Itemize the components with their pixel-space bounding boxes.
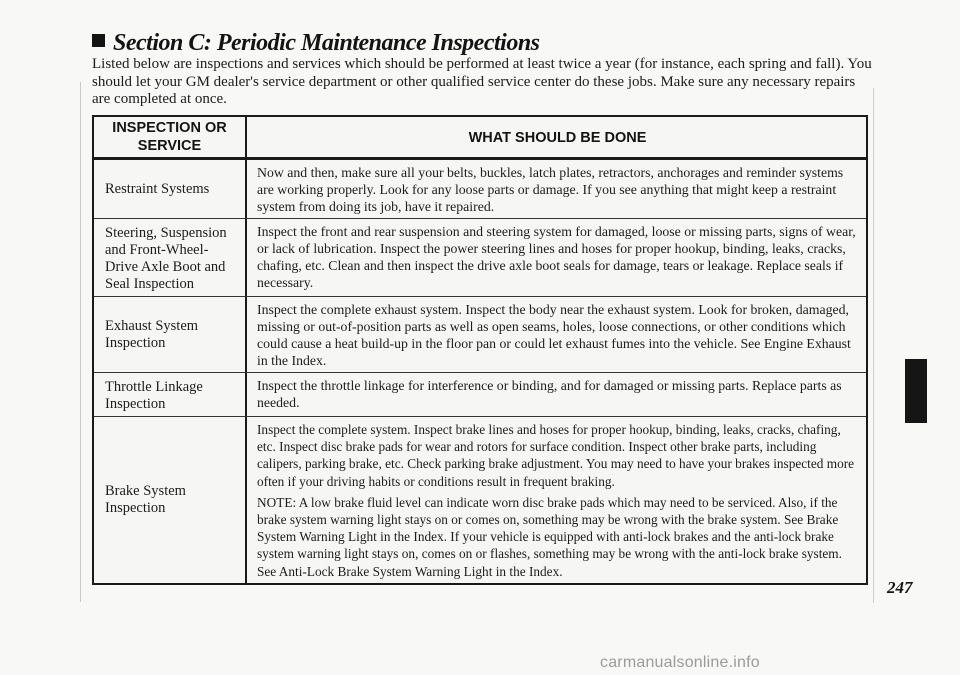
table-row xyxy=(94,372,866,416)
action-paragraph: Inspect the front and rear suspension and steering system for damaged, loose or missing parts, signs of wear, or lack of lubrication. Inspect the power steering lines and hoses for proper hookup, binding, leaks, cracks, chafing, etc. Clean and then inspect the drive axle boot seals for damage, tears or leakage. Replace seals if necessary. xyxy=(257,224,856,290)
section-title: Section C: Periodic Maintenance Inspections xyxy=(113,30,540,56)
table-header-row xyxy=(94,117,866,158)
table-row xyxy=(94,158,866,218)
action-cell xyxy=(247,160,866,218)
note-paragraph: NOTE: A low brake fluid level can indicate worn disc brake pads which may need to be serviced. Also, if the brake system warning light stays on or comes on, something may be wrong with the brake system. See Brake System Warning Light in the Index. If your vehicle is equipped with anti-lock brakes and the anti-lock brake system warning light stays on, comes on or flashes, something may be wrong with the anti-lock brake system. See Anti-Lock Brake System Warning Light in the Index. xyxy=(257,494,842,579)
action-paragraph: Inspect the complete system. Inspect brake lines and hoses for proper hookup, binding, leaks, cracks, chafing, etc. Inspect disc brake pads for wear and rotors for surface condition. Inspect other brake parts, including calipers, parking brake, etc. Check parking brake adjustment. You may need to have your brakes inspected more often if your driving habits or conditions result in frequent braking. xyxy=(257,422,855,489)
table-row xyxy=(94,416,866,583)
section-heading xyxy=(92,30,540,57)
header-action: WHAT SHOULD BE DONE xyxy=(468,129,647,146)
maintenance-table xyxy=(92,115,868,585)
table-row xyxy=(94,218,866,296)
action-cell xyxy=(247,219,866,296)
intro-paragraph: Listed below are inspections and services which should be performed at least twice a year (for instance, each spring and fall). You should let your GM dealer's service department or other qualified service center do these jobs. Make sure any necessary repairs are completed at once. xyxy=(92,56,872,107)
action-cell xyxy=(247,297,866,372)
action-cell xyxy=(247,417,866,583)
section-thumb-tab xyxy=(905,359,927,423)
right-margin-rule xyxy=(873,88,874,603)
table-row xyxy=(94,296,866,372)
inspection-cell: Restraint Systems xyxy=(94,160,247,218)
action-paragraph: Inspect the complete exhaust system. Inspect the body near the exhaust system. Look for broken, damaged, missing or out-of-position parts as well as open seams, holes, loose connections, or other conditions which could cause a heat build-up in the floor pan or could let exhaust fumes into the vehicle. See Engine Exhaust in the Index. xyxy=(257,302,851,368)
action-paragraph: Now and then, make sure all your belts, buckles, latch plates, retractors, anchorages and reminder systems are working properly. Look for any loose parts or damage. If you see anything that might keep a restraint system from doing its job, have it repaired. xyxy=(257,165,844,214)
inspection-cell: Brake System Inspection xyxy=(94,417,247,583)
left-margin-rule xyxy=(80,82,81,602)
action-paragraph: Inspect the throttle linkage for interference or binding, and for damaged or missing parts. Replace parts as needed. xyxy=(257,378,842,410)
square-bullet-icon xyxy=(92,34,105,47)
watermark: carmanualsonline.info xyxy=(600,654,760,671)
page-number: 247 xyxy=(887,578,913,597)
header-inspection: INSPECTION OR SERVICE xyxy=(94,117,247,157)
inspection-cell: Steering, Suspension and Front-Wheel-Drive Axle Boot and Seal Inspection xyxy=(94,219,247,296)
action-cell xyxy=(247,373,866,416)
inspection-cell: Throttle Linkage Inspection xyxy=(94,373,247,416)
inspection-cell: Exhaust System Inspection xyxy=(94,297,247,372)
